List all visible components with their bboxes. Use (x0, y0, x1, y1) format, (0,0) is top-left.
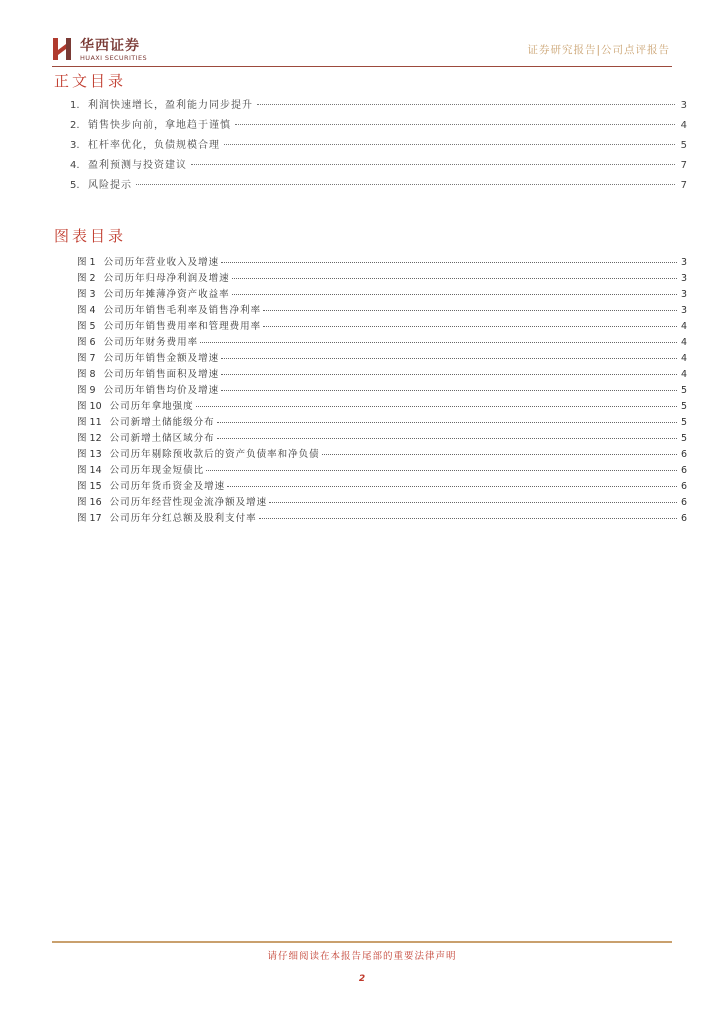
figure-entry-label: 图 6 (77, 337, 96, 348)
figure-entry[interactable] (77, 398, 687, 414)
figure-dot-leader (221, 374, 677, 375)
figure-dot-leader (227, 486, 677, 487)
figure-entry-page: 4 (680, 337, 687, 348)
figure-dot-leader (217, 438, 677, 439)
toc-entry-title: 销售快步向前，拿地趋于谨慎 (88, 120, 231, 131)
figure-entry-title: 公司历年销售均价及增速 (103, 385, 220, 396)
figure-entry[interactable] (77, 414, 687, 430)
figure-entry[interactable] (77, 334, 687, 350)
figure-entry-label: 图 10 (77, 401, 102, 412)
figure-entry-label: 图 3 (77, 289, 96, 300)
figure-entry[interactable] (77, 478, 687, 494)
figure-entry[interactable] (77, 366, 687, 382)
figure-entry-title: 公司历年拿地强度 (109, 401, 194, 412)
toc-entry[interactable] (70, 136, 687, 156)
logo-mark-icon (52, 36, 74, 62)
figure-entry-page: 3 (680, 257, 687, 268)
toc-dot-leader (191, 164, 675, 165)
toc-entry-title: 利润快速增长，盈利能力同步提升 (88, 100, 253, 111)
figure-entry[interactable] (77, 350, 687, 366)
figure-entry-page: 4 (680, 353, 687, 364)
figure-entry-title: 公司历年销售面积及增速 (103, 369, 220, 380)
toc-entry-number: 4. (70, 160, 80, 171)
figure-entry-title: 公司历年经营性现金流净额及增速 (109, 497, 268, 508)
figure-entry-page: 4 (680, 369, 687, 380)
toc-entry-title: 杠杆率优化，负债规模合理 (88, 140, 220, 151)
toc-entry-page: 5 (680, 140, 687, 151)
figure-entry-label: 图 15 (77, 481, 102, 492)
toc-entry-number: 3. (70, 140, 80, 151)
toc-dot-leader (257, 104, 675, 105)
figure-dot-leader (200, 342, 677, 343)
figure-entry[interactable] (77, 462, 687, 478)
figure-dot-leader (263, 326, 677, 327)
toc-title: 正文目录 (54, 72, 127, 90)
toc-entry[interactable] (70, 96, 687, 116)
figure-entry[interactable] (77, 302, 687, 318)
toc-entry[interactable] (70, 176, 687, 196)
figure-entry-page: 5 (680, 401, 687, 412)
figure-entry-title: 公司历年分红总额及股利支付率 (109, 513, 257, 524)
figure-entry[interactable] (77, 430, 687, 446)
toc-entry-title: 盈利预测与投资建议 (88, 160, 187, 171)
legal-disclaimer: 请仔细阅读在本报告尾部的重要法律声明 (267, 951, 457, 962)
toc-entry[interactable] (70, 116, 687, 136)
figure-entry[interactable] (77, 270, 687, 286)
figure-entry-page: 6 (680, 481, 687, 492)
toc-entry-number: 1. (70, 100, 80, 111)
figure-entry[interactable] (77, 254, 687, 270)
figure-dot-leader (221, 262, 677, 263)
page-header (52, 30, 672, 66)
figure-entry-page: 4 (680, 321, 687, 332)
figure-dot-leader (221, 390, 677, 391)
figure-entry-label: 图 9 (77, 385, 96, 396)
toc-entry-page: 3 (680, 100, 687, 111)
toc-dot-leader (224, 144, 675, 145)
figure-dot-leader (232, 278, 677, 279)
figure-entry-title: 公司历年货币资金及增速 (109, 481, 226, 492)
figures-list (77, 254, 687, 526)
page-number: 2 (358, 974, 366, 984)
figures-title: 图表目录 (54, 227, 127, 245)
figure-entry-label: 图 16 (77, 497, 102, 508)
figure-entry-label: 图 12 (77, 433, 102, 444)
report-type-label: 证券研究报告|公司点评报告 (527, 44, 670, 56)
figure-dot-leader (263, 310, 677, 311)
toc-entry-page: 7 (680, 180, 687, 191)
figure-entry[interactable] (77, 286, 687, 302)
figure-dot-leader (217, 422, 677, 423)
figure-entry-label: 图 8 (77, 369, 96, 380)
toc-dot-leader (136, 184, 675, 185)
toc-dot-leader (235, 124, 675, 125)
toc-entry-number: 2. (70, 120, 80, 131)
figure-entry-label: 图 13 (77, 449, 102, 460)
header-divider (52, 66, 672, 67)
figure-entry[interactable] (77, 382, 687, 398)
figure-dot-leader (206, 470, 677, 471)
figure-entry-title: 公司历年营业收入及增速 (103, 257, 220, 268)
toc-entry-title: 风险提示 (88, 180, 132, 191)
logo-english-name: HUAXI SECURITIES (80, 54, 148, 62)
figure-entry-title: 公司历年剔除预收款后的资产负债率和净负债 (109, 449, 320, 460)
figure-entry[interactable] (77, 318, 687, 334)
figure-entry-title: 公司历年销售费用率和管理费用率 (103, 321, 262, 332)
figure-entry-title: 公司新增土储能级分布 (109, 417, 215, 428)
footer-divider (52, 941, 672, 943)
figure-dot-leader (269, 502, 677, 503)
figure-entry-page: 6 (680, 513, 687, 524)
toc-entry-page: 7 (680, 160, 687, 171)
figure-entry-title: 公司历年现金短债比 (109, 465, 205, 476)
figure-entry-label: 图 4 (77, 305, 96, 316)
logo-chinese-name: 华西证券 (80, 38, 140, 54)
figure-entry-label: 图 14 (77, 465, 102, 476)
figure-dot-leader (259, 518, 677, 519)
toc-list (70, 96, 687, 196)
company-logo (52, 34, 162, 64)
figure-dot-leader (221, 358, 677, 359)
figure-entry-label: 图 1 (77, 257, 96, 268)
figure-entry-title: 公司历年归母净利润及增速 (103, 273, 230, 284)
figure-entry-page: 6 (680, 465, 687, 476)
figure-entry-page: 6 (680, 449, 687, 460)
figure-entry-title: 公司历年摊薄净资产收益率 (103, 289, 230, 300)
figure-entry-page: 5 (680, 417, 687, 428)
figure-entry-page: 5 (680, 433, 687, 444)
figure-entry-label: 图 5 (77, 321, 96, 332)
toc-entry-page: 4 (680, 120, 687, 131)
figure-dot-leader (232, 294, 677, 295)
figure-entry-title: 公司历年财务费用率 (103, 337, 199, 348)
figure-entry-label: 图 2 (77, 273, 96, 284)
figure-entry[interactable] (77, 510, 687, 526)
toc-entry[interactable] (70, 156, 687, 176)
figure-dot-leader (196, 406, 677, 407)
toc-entry-number: 5. (70, 180, 80, 191)
figure-entry-page: 3 (680, 305, 687, 316)
figure-entry-label: 图 7 (77, 353, 96, 364)
figure-entry-page: 5 (680, 385, 687, 396)
figure-entry-page: 6 (680, 497, 687, 508)
figure-entry-title: 公司新增土储区域分布 (109, 433, 215, 444)
figure-entry-page: 3 (680, 289, 687, 300)
figure-dot-leader (322, 454, 677, 455)
figure-entry-title: 公司历年销售毛利率及销售净利率 (103, 305, 262, 316)
figure-entry-label: 图 11 (77, 417, 102, 428)
figure-entry[interactable] (77, 446, 687, 462)
figure-entry-label: 图 17 (77, 513, 102, 524)
figure-entry[interactable] (77, 494, 687, 510)
figure-entry-title: 公司历年销售金额及增速 (103, 353, 220, 364)
figure-entry-page: 3 (680, 273, 687, 284)
